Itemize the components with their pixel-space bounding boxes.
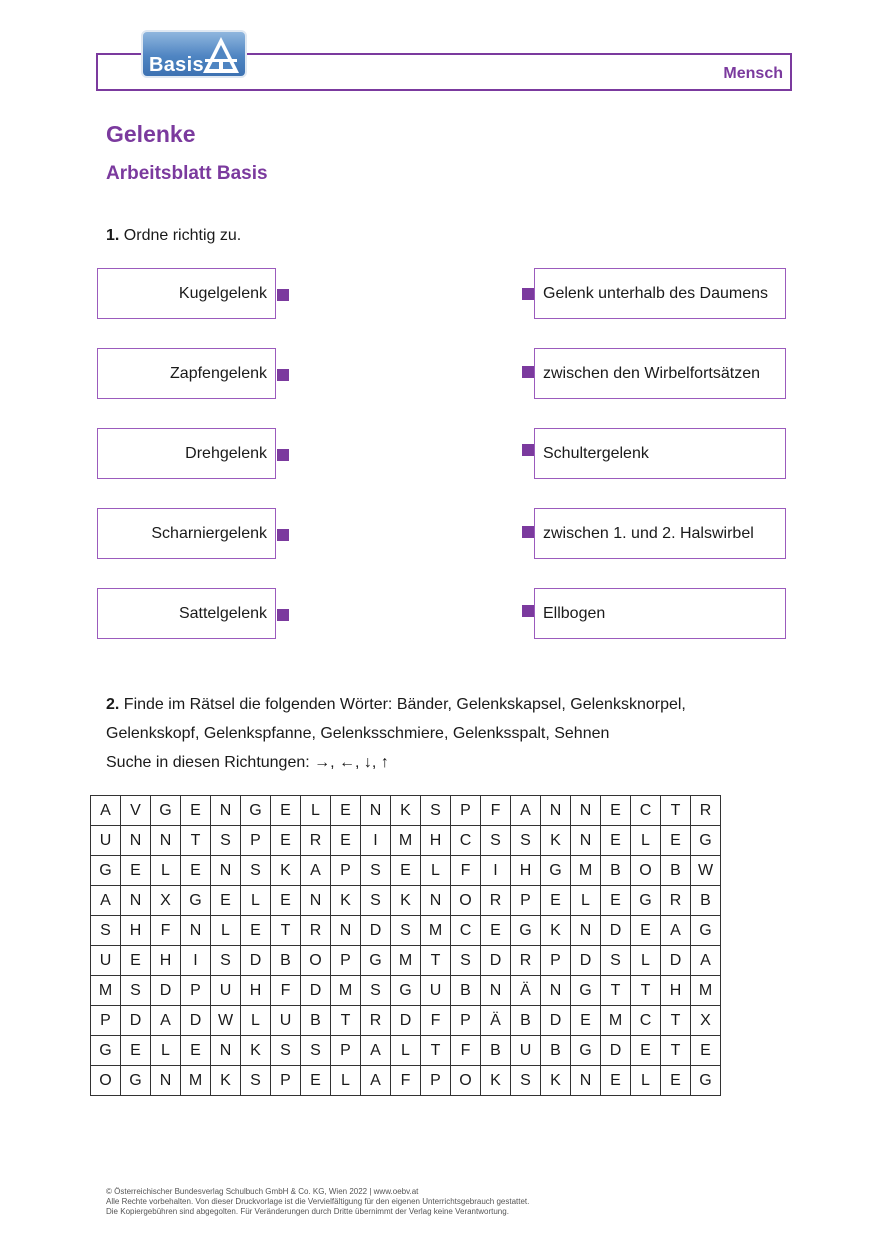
grid-cell[interactable]: E (601, 826, 631, 856)
grid-cell[interactable]: H (241, 976, 271, 1006)
grid-cell[interactable]: D (601, 916, 631, 946)
grid-cell[interactable]: A (691, 946, 721, 976)
grid-cell[interactable]: S (121, 976, 151, 1006)
grid-cell[interactable]: E (691, 1036, 721, 1066)
grid-cell[interactable]: L (631, 946, 661, 976)
grid-cell[interactable]: M (571, 856, 601, 886)
grid-cell[interactable]: S (241, 1066, 271, 1096)
grid-cell[interactable]: E (661, 1066, 691, 1096)
grid-cell[interactable]: E (181, 796, 211, 826)
grid-cell[interactable]: L (631, 1066, 661, 1096)
grid-cell[interactable]: E (571, 1006, 601, 1036)
footer (106, 1187, 529, 1217)
grid-cell[interactable]: M (601, 1006, 631, 1036)
grid-cell[interactable]: H (151, 946, 181, 976)
grid-cell[interactable]: E (481, 916, 511, 946)
page-subtitle: Arbeitsblatt Basis (106, 163, 268, 184)
grid-cell[interactable]: A (511, 796, 541, 826)
footer-line: © Österreichischer Bundesverlag Schulbuch GmbH & Co. KG, Wien 2022 | www.oebv.at (106, 1187, 419, 1196)
grid-cell[interactable]: G (511, 916, 541, 946)
grid-cell[interactable]: N (121, 826, 151, 856)
grid-cell[interactable]: D (121, 1006, 151, 1036)
grid-cell[interactable]: E (181, 1036, 211, 1066)
grid-cell[interactable]: O (301, 946, 331, 976)
grid-cell[interactable]: G (391, 976, 421, 1006)
grid-cell[interactable]: K (391, 886, 421, 916)
grid-cell[interactable]: M (91, 976, 121, 1006)
grid-cell[interactable]: L (421, 856, 451, 886)
grid-cell[interactable]: Ä (511, 976, 541, 1006)
grid-cell[interactable]: G (121, 1066, 151, 1096)
grid-cell[interactable]: O (631, 856, 661, 886)
grid-cell[interactable]: M (331, 976, 361, 1006)
grid-cell[interactable]: E (271, 796, 301, 826)
grid-cell[interactable]: K (541, 826, 571, 856)
grid-cell[interactable]: E (121, 856, 151, 886)
grid-cell[interactable]: P (91, 1006, 121, 1036)
grid-cell[interactable]: C (451, 916, 481, 946)
grid-cell[interactable]: G (91, 856, 121, 886)
grid-cell[interactable]: L (631, 826, 661, 856)
grid-cell[interactable]: C (631, 1006, 661, 1036)
grid-cell[interactable]: N (541, 976, 571, 1006)
grid-cell[interactable]: U (91, 826, 121, 856)
grid-cell[interactable]: P (511, 886, 541, 916)
grid-cell[interactable]: N (421, 886, 451, 916)
grid-cell[interactable]: D (181, 1006, 211, 1036)
grid-cell[interactable]: P (331, 856, 361, 886)
grid-cell[interactable]: S (361, 856, 391, 886)
grid-cell[interactable]: K (271, 856, 301, 886)
grid-cell[interactable]: L (391, 1036, 421, 1066)
grid-cell[interactable]: D (661, 946, 691, 976)
grid-cell[interactable]: S (361, 976, 391, 1006)
grid-cell[interactable]: P (421, 1066, 451, 1096)
grid-cell[interactable]: E (331, 826, 361, 856)
grid-cell[interactable]: M (181, 1066, 211, 1096)
grid-cell[interactable]: A (361, 1036, 391, 1066)
grid-cell[interactable]: E (271, 886, 301, 916)
grid-cell[interactable]: S (511, 826, 541, 856)
grid-cell[interactable]: N (211, 856, 241, 886)
grid-cell[interactable]: H (511, 856, 541, 886)
grid-row (91, 1066, 721, 1096)
grid-cell[interactable]: R (301, 916, 331, 946)
match-right-connector[interactable] (522, 288, 534, 300)
grid-cell[interactable]: P (271, 1066, 301, 1096)
grid-cell[interactable]: P (241, 826, 271, 856)
grid-cell[interactable]: A (91, 886, 121, 916)
grid-cell[interactable]: S (211, 826, 241, 856)
grid-cell[interactable]: L (241, 886, 271, 916)
grid-cell[interactable]: E (541, 886, 571, 916)
grid-cell[interactable]: T (271, 916, 301, 946)
match-left-connector[interactable] (277, 529, 289, 541)
grid-cell[interactable]: A (301, 856, 331, 886)
grid-row (91, 946, 721, 976)
match-left-item: Zapfengelenk (97, 348, 276, 399)
grid-cell[interactable]: M (691, 976, 721, 1006)
grid-cell[interactable]: L (241, 1006, 271, 1036)
match-right-item: Gelenk unterhalb des Daumens (534, 268, 786, 319)
grid-cell[interactable]: H (421, 826, 451, 856)
grid-cell[interactable]: B (301, 1006, 331, 1036)
grid-row (91, 796, 721, 826)
grid-cell[interactable]: E (271, 826, 301, 856)
grid-cell[interactable]: G (571, 1036, 601, 1066)
grid-cell[interactable]: E (631, 1036, 661, 1066)
task1-number: 1. (106, 227, 120, 244)
subject-label: Mensch (723, 65, 783, 82)
match-left-item: Drehgelenk (97, 428, 276, 479)
grid-cell[interactable]: G (691, 1066, 721, 1096)
grid-cell[interactable]: N (541, 796, 571, 826)
grid-row (91, 826, 721, 856)
task2-directions: Suche in diesen Richtungen: →, ←, ↓, ↑ (106, 754, 389, 771)
grid-cell[interactable]: P (451, 796, 481, 826)
grid-cell[interactable]: N (211, 1036, 241, 1066)
task2-instruction (106, 696, 686, 714)
grid-cell[interactable]: T (181, 826, 211, 856)
grid-cell[interactable]: I (481, 856, 511, 886)
grid-cell[interactable]: C (631, 796, 661, 826)
grid-cell[interactable]: B (661, 856, 691, 886)
grid-cell[interactable]: G (541, 856, 571, 886)
grid-cell[interactable]: S (241, 856, 271, 886)
grid-row (91, 976, 721, 1006)
grid-cell[interactable]: B (511, 1006, 541, 1036)
grid-cell[interactable]: P (451, 1006, 481, 1036)
grid-cell[interactable]: E (121, 1036, 151, 1066)
grid-cell[interactable]: T (421, 1036, 451, 1066)
match-left-connector[interactable] (277, 369, 289, 381)
grid-cell[interactable]: E (601, 1066, 631, 1096)
task1-text: Ordne richtig zu. (123, 227, 242, 244)
grid-cell[interactable]: D (391, 1006, 421, 1036)
grid-cell[interactable]: B (601, 856, 631, 886)
task2-number: 2. (106, 696, 120, 713)
footer-line: Alle Rechte vorbehalten. Von dieser Druckvorlage ist die Vervielfältigung für den eigenen Unterrichtsgebrauch gestattet. (106, 1197, 530, 1206)
grid-cell[interactable]: B (541, 1036, 571, 1066)
match-right-connector[interactable] (522, 444, 534, 456)
task2-text-line2: Gelenkskopf, Gelenkspfanne, Gelenksschmiere, Gelenksspalt, Sehnen (106, 725, 610, 742)
grid-cell[interactable]: F (271, 976, 301, 1006)
grid-cell[interactable]: S (271, 1036, 301, 1066)
grid-cell[interactable]: L (571, 886, 601, 916)
grid-cell[interactable]: S (511, 1066, 541, 1096)
task1-instruction (106, 227, 241, 245)
page-title: Gelenke (106, 121, 196, 147)
basis-logo (141, 30, 247, 78)
footer-line: Die Kopiergebühren sind abgegolten. Für Veränderungen durch Dritte übernimmt der Verlag keine Verantwortung. (106, 1207, 509, 1216)
grid-cell[interactable]: A (151, 1006, 181, 1036)
grid-cell[interactable]: N (571, 796, 601, 826)
grid-cell[interactable]: N (181, 916, 211, 946)
grid-cell[interactable]: B (691, 886, 721, 916)
grid-cell[interactable]: D (481, 946, 511, 976)
grid-cell[interactable]: D (601, 1036, 631, 1066)
grid-cell[interactable]: R (661, 886, 691, 916)
grid-cell[interactable]: G (691, 826, 721, 856)
match-right-item: zwischen den Wirbelfortsätzen (534, 348, 786, 399)
grid-cell[interactable]: O (451, 886, 481, 916)
grid-cell[interactable]: K (391, 796, 421, 826)
grid-cell[interactable]: G (241, 796, 271, 826)
grid-cell[interactable]: T (331, 1006, 361, 1036)
grid-cell[interactable]: S (421, 796, 451, 826)
grid-cell[interactable]: V (121, 796, 151, 826)
grid-cell[interactable]: S (211, 946, 241, 976)
match-right-item: Ellbogen (534, 588, 786, 639)
match-right-item: Schultergelenk (534, 428, 786, 479)
grid-cell[interactable]: W (691, 856, 721, 886)
grid-cell[interactable]: K (541, 1066, 571, 1096)
grid-cell[interactable]: S (301, 1036, 331, 1066)
grid-cell[interactable]: N (481, 976, 511, 1006)
grid-cell[interactable]: H (121, 916, 151, 946)
grid-row (91, 1006, 721, 1036)
grid-cell[interactable]: A (661, 916, 691, 946)
grid-cell[interactable]: F (481, 796, 511, 826)
grid-cell[interactable]: U (271, 1006, 301, 1036)
grid-cell[interactable]: E (601, 796, 631, 826)
grid-cell[interactable]: R (301, 826, 331, 856)
grid-cell[interactable]: E (121, 946, 151, 976)
logo-text: Basis (149, 54, 204, 76)
grid-cell[interactable]: X (691, 1006, 721, 1036)
grid-cell[interactable]: O (451, 1066, 481, 1096)
grid-cell[interactable]: D (241, 946, 271, 976)
grid-cell[interactable]: E (601, 886, 631, 916)
grid-cell[interactable]: N (121, 886, 151, 916)
grid-cell[interactable]: X (151, 886, 181, 916)
match-left-connector[interactable] (277, 609, 289, 621)
grid-cell[interactable]: L (301, 796, 331, 826)
grid-cell[interactable]: N (571, 826, 601, 856)
grid-cell[interactable]: G (151, 796, 181, 826)
grid-cell[interactable]: U (511, 1036, 541, 1066)
grid-cell[interactable]: U (211, 976, 241, 1006)
grid-cell[interactable]: D (301, 976, 331, 1006)
grid-cell[interactable]: K (211, 1066, 241, 1096)
grid-cell[interactable]: P (331, 946, 361, 976)
grid-cell[interactable]: K (541, 916, 571, 946)
match-right-item: zwischen 1. und 2. Halswirbel (534, 508, 786, 559)
grid-cell[interactable]: S (361, 886, 391, 916)
grid-cell[interactable]: T (631, 976, 661, 1006)
grid-cell[interactable]: H (661, 976, 691, 1006)
grid-cell[interactable]: B (481, 1036, 511, 1066)
grid-cell[interactable]: F (391, 1066, 421, 1096)
match-right-connector[interactable] (522, 526, 534, 538)
grid-cell[interactable]: P (331, 1036, 361, 1066)
logo-triangle-icon (201, 35, 241, 75)
match-left-item: Scharniergelenk (97, 508, 276, 559)
grid-cell[interactable]: R (481, 886, 511, 916)
grid-cell[interactable]: A (361, 1066, 391, 1096)
grid-cell[interactable]: G (631, 886, 661, 916)
grid-cell[interactable]: S (391, 916, 421, 946)
grid-row (91, 886, 721, 916)
grid-cell[interactable]: A (91, 796, 121, 826)
grid-cell[interactable]: L (331, 1066, 361, 1096)
grid-cell[interactable]: K (481, 1066, 511, 1096)
grid-cell[interactable]: F (421, 1006, 451, 1036)
grid-cell[interactable]: P (541, 946, 571, 976)
match-left-connector[interactable] (277, 289, 289, 301)
grid-cell[interactable]: F (451, 856, 481, 886)
grid-cell[interactable]: R (691, 796, 721, 826)
match-left-item: Kugelgelenk (97, 268, 276, 319)
grid-cell[interactable]: G (181, 886, 211, 916)
grid-cell[interactable]: E (331, 796, 361, 826)
match-left-connector[interactable] (277, 449, 289, 461)
grid-cell[interactable]: L (211, 916, 241, 946)
grid-cell[interactable]: G (691, 916, 721, 946)
grid-cell[interactable]: N (211, 796, 241, 826)
grid-cell[interactable]: T (421, 946, 451, 976)
match-right-connector[interactable] (522, 605, 534, 617)
grid-cell[interactable]: E (391, 856, 421, 886)
grid-cell[interactable]: N (301, 886, 331, 916)
grid-row (91, 856, 721, 886)
grid-cell[interactable]: L (151, 1036, 181, 1066)
grid-cell[interactable]: T (601, 976, 631, 1006)
grid-cell[interactable]: N (331, 916, 361, 946)
grid-cell[interactable]: G (361, 946, 391, 976)
grid-cell[interactable]: F (451, 1036, 481, 1066)
grid-cell[interactable]: T (661, 1006, 691, 1036)
grid-cell[interactable]: E (631, 916, 661, 946)
grid-cell[interactable]: R (361, 1006, 391, 1036)
grid-cell[interactable]: S (451, 946, 481, 976)
grid-cell[interactable]: N (151, 826, 181, 856)
grid-cell[interactable]: B (271, 946, 301, 976)
grid-cell[interactable]: N (571, 1066, 601, 1096)
grid-cell[interactable]: G (91, 1036, 121, 1066)
grid-cell[interactable]: I (181, 946, 211, 976)
grid-cell[interactable]: E (181, 856, 211, 886)
grid-cell[interactable]: D (541, 1006, 571, 1036)
grid-cell[interactable]: U (421, 976, 451, 1006)
grid-cell[interactable]: D (571, 946, 601, 976)
grid-cell[interactable]: E (661, 826, 691, 856)
grid-cell[interactable]: E (241, 916, 271, 946)
task2-text: Finde im Rätsel die folgenden Wörter: Bänder, Gelenkskapsel, Gelenksknorpel, (123, 696, 686, 713)
grid-cell[interactable]: M (391, 826, 421, 856)
grid-cell[interactable]: L (151, 856, 181, 886)
grid-cell[interactable]: E (211, 886, 241, 916)
grid-cell[interactable]: U (91, 946, 121, 976)
grid-cell[interactable]: O (91, 1066, 121, 1096)
grid-cell[interactable]: M (421, 916, 451, 946)
grid-cell[interactable]: N (571, 916, 601, 946)
grid-cell[interactable]: S (601, 946, 631, 976)
grid-cell[interactable]: K (241, 1036, 271, 1066)
grid-cell[interactable]: B (451, 976, 481, 1006)
grid-cell[interactable]: F (151, 916, 181, 946)
grid-cell[interactable]: N (151, 1066, 181, 1096)
grid-cell[interactable]: C (451, 826, 481, 856)
grid-cell[interactable]: W (211, 1006, 241, 1036)
grid-cell[interactable]: Ä (481, 1006, 511, 1036)
grid-cell[interactable]: N (361, 796, 391, 826)
grid-cell[interactable]: M (391, 946, 421, 976)
grid-cell[interactable]: I (361, 826, 391, 856)
grid-cell[interactable]: D (151, 976, 181, 1006)
match-left-item: Sattelgelenk (97, 588, 276, 639)
grid-cell[interactable]: G (571, 976, 601, 1006)
grid-cell[interactable]: E (301, 1066, 331, 1096)
grid-row (91, 916, 721, 946)
grid-cell[interactable]: K (331, 886, 361, 916)
grid-cell[interactable]: R (511, 946, 541, 976)
word-search-grid (90, 795, 721, 1096)
grid-cell[interactable]: S (91, 916, 121, 946)
grid-cell[interactable]: D (361, 916, 391, 946)
grid-cell[interactable]: P (181, 976, 211, 1006)
grid-cell[interactable]: T (661, 796, 691, 826)
match-right-connector[interactable] (522, 366, 534, 378)
grid-cell[interactable]: T (661, 1036, 691, 1066)
grid-cell[interactable]: S (481, 826, 511, 856)
grid-row (91, 1036, 721, 1066)
